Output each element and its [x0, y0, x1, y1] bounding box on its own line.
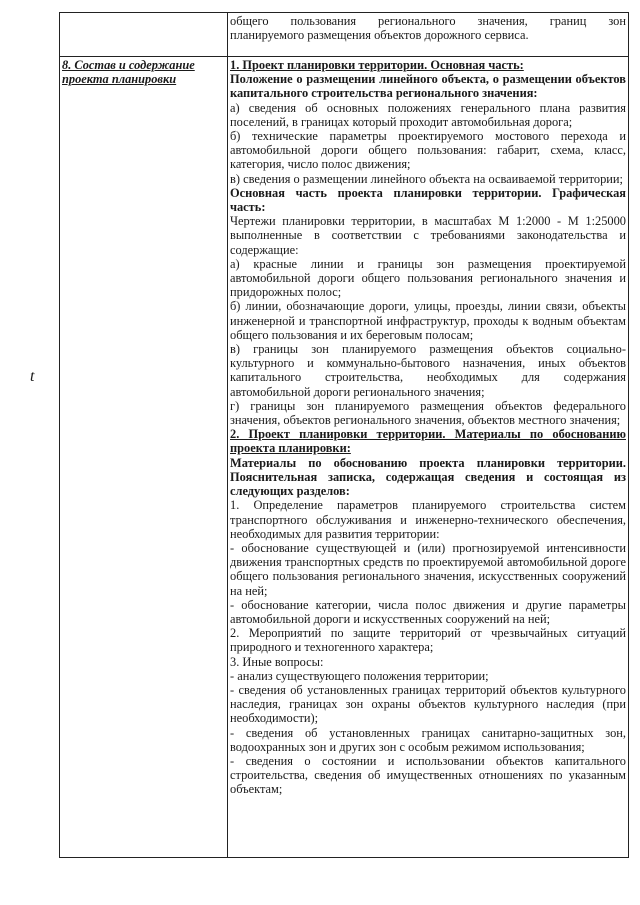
- margin-mark: t: [30, 368, 35, 385]
- paragraph: - сведения об установленных границах санитарно-защитных зон, водоохранных зон и других зон с особым режимом использования;: [230, 725, 626, 754]
- paragraph: - сведения об установленных границах территорий объектов культурного наследия, границах зон охраны объектов культурного наследия (при необходимости);: [230, 682, 626, 726]
- section-title: 8. Состав и содержание проекта планировки: [62, 58, 195, 87]
- continuation-line: планируемого размещения объектов дорожного сервиса.: [230, 28, 529, 43]
- paragraph: - анализ существующего положения территории;: [230, 668, 489, 683]
- paragraph: г) границы зон планируемого размещения объектов федерального значения, объектов регионального значения, объектов местного значения;: [230, 398, 626, 428]
- continuation-cell: [230, 14, 626, 42]
- column-divider: [227, 13, 228, 857]
- paragraph: 3. Иные вопросы:: [230, 654, 324, 669]
- paragraph: б) технические параметры проектируемого мостового перехода и автомобильной дороги общего пользования: габарит, схема, класс, категория, число полос движения;: [230, 129, 626, 172]
- heading-explanatory-note: Материалы по обоснованию проекта планировки территории. Пояснительная записка, содержащая сведения и состоящая из следующих разделов:: [230, 455, 626, 499]
- paragraph: 1. Определение параметров планируемого строительства систем транспортного обслуживания и инженерно-технического обеспечения, необходимых для развития территории:: [230, 498, 626, 541]
- paragraph: а) красные линии и границы зон размещения проектируемой автомобильной дороги общего пользования регионального значения и придорожных полос;: [230, 256, 626, 300]
- continuation-line: общего пользования регионального значения, границ зон: [230, 14, 626, 28]
- heading-main-part: 1. Проект планировки территории. Основная часть:: [230, 58, 524, 72]
- section-content: [230, 58, 626, 797]
- paragraph: в) сведения о размещении линейного объекта на осваиваемой территории;: [230, 171, 623, 186]
- paragraph: - обоснование существующей и (или) прогнозируемой интенсивности движения транспортных средств по проектируемой автомобильной дороге общего пользования регионального значения, искусственных сооружений на ней;: [230, 540, 626, 598]
- paragraph: - сведения о состоянии и использовании объектов капитального строительства, сведения об имущественных отношениях по указанным объектам;: [230, 753, 626, 797]
- paragraph: в) границы зон планируемого размещения объектов социально-культурного и коммунально-бытового назначения, иных объектов капитального строительства, необходимых для содержания автомобильной дороги регионального значения;: [230, 342, 626, 399]
- paragraph: Чертежи планировки территории, в масштабах М 1:2000 - М 1:25000 выполненные в соответствии с требованиями законодательства и содержащие:: [230, 214, 626, 257]
- paragraph: - обоснование категории, числа полос движения и другие параметры автомобильной дороги и искусственных сооружений на ней;: [230, 597, 626, 626]
- heading-graphic-part: Основная часть проекта планировки территории. Графическая часть:: [230, 185, 626, 215]
- paragraph: а) сведения об основных положениях генерального плана развития поселений, в границах который проходит автомобильная дорога;: [230, 100, 626, 129]
- requirements-table: [59, 12, 629, 858]
- paragraph: б) линии, обозначающие дороги, улицы, проезды, линии связи, объекты инженерной и транспортной инфраструктур, проходы к водным объектам общего пользования и их береговым полосам;: [230, 299, 626, 342]
- paragraph: 2. Мероприятий по защите территорий от чрезвычайных ситуаций природного и техногенного характера;: [230, 626, 626, 655]
- heading-justification: 2. Проект планировки территории. Материалы по обоснованию проекта планировки:: [230, 427, 626, 456]
- heading-position: Положение о размещении линейного объекта, о размещении объектов капитального строительства регионального значения:: [230, 72, 626, 101]
